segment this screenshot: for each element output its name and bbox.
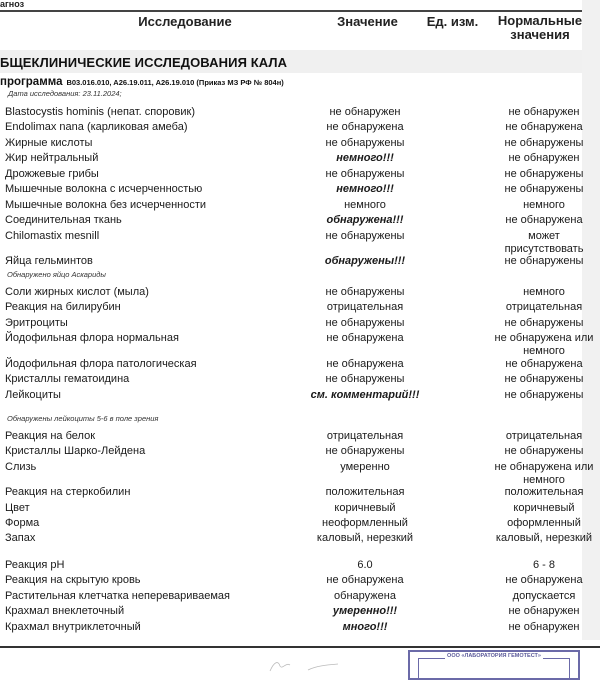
test-name: Форма — [5, 517, 40, 529]
normal-range: оформленный — [507, 517, 581, 529]
test-name: Цвет — [5, 502, 30, 514]
study-date: Дата исследования: 23.11.2024; — [8, 89, 122, 98]
test-value: не обнаружена — [326, 332, 404, 344]
stamp-text — [410, 653, 578, 659]
normal-range: не обнаружены — [504, 445, 584, 457]
normal-range: не обнаружен — [508, 106, 580, 118]
signature — [268, 656, 348, 672]
test-value: не обнаружена — [326, 358, 404, 370]
normal-range: отрицательная — [505, 301, 583, 313]
test-value: обнаружена — [334, 590, 396, 602]
test-value: не обнаружены — [325, 137, 405, 149]
test-name: Йодофильная флора патологическая — [5, 358, 197, 370]
test-name: Кристаллы гематоидина — [5, 373, 130, 385]
normal-range: не обнаружен — [508, 152, 580, 164]
test-name: Реакция на стеркобилин — [5, 486, 131, 498]
normal-range: не обнаружена — [505, 358, 583, 370]
test-name: Chilomastix mesnill — [5, 230, 100, 242]
normal-range: не обнаружены — [504, 183, 584, 195]
program-line — [0, 76, 284, 88]
test-name: Реакция на билирубин — [5, 301, 121, 313]
test-name: Мышечные волокна с исчерченностью — [5, 183, 203, 195]
normal-range: каловый, нерезкий — [495, 532, 593, 544]
diagnosis-label: агноз — [0, 0, 25, 9]
test-name: Растительная клетчатка неперевариваемая — [5, 590, 231, 602]
normal-range: 6 - 8 — [532, 559, 555, 571]
normal-range: не обнаружены — [504, 317, 584, 329]
normal-range: немного — [523, 199, 565, 211]
normal-range: может присутствовать — [504, 230, 584, 255]
test-value: обнаружены!!! — [324, 255, 406, 267]
test-value: не обнаружены — [325, 168, 405, 180]
test-name: Соединительная ткань — [5, 214, 122, 226]
test-value: каловый, нерезкий — [316, 532, 414, 544]
test-name: Крахмал внутриклеточный — [5, 621, 141, 633]
test-value: коричневый — [334, 502, 396, 514]
normal-range: не обнаружен — [508, 621, 580, 633]
test-value: не обнаружены — [325, 286, 405, 298]
test-value: не обнаружен — [329, 106, 401, 118]
footer-divider — [0, 646, 600, 648]
test-value: не обнаружены — [325, 317, 405, 329]
column-header-norm: Нормальные значения — [497, 13, 583, 42]
normal-range: не обнаружены — [504, 389, 584, 401]
test-name: Жирные кислоты — [5, 137, 93, 149]
section-title: БЩЕКЛИНИЧЕСКИЕ ИССЛЕДОВАНИЯ КАЛА — [0, 55, 288, 70]
test-name: Соли жирных кислот (мыла) — [5, 286, 149, 298]
test-name: Йодофильная флора нормальная — [5, 332, 179, 344]
test-value: обнаружена!!! — [326, 214, 404, 226]
normal-range: коричневый — [513, 502, 575, 514]
normal-range: не обнаружена — [505, 574, 583, 586]
test-name: Реакция на скрытую кровь — [5, 574, 141, 586]
stamp-label: ООО «ЛАБОРАТОРИЯ ГЕМОТЕСТ» — [447, 653, 541, 659]
row-comment: Обнаружены лейкоциты 5-6 в поле зрения — [7, 414, 159, 423]
test-value: не обнаружены — [325, 445, 405, 457]
test-value: немного!!! — [336, 152, 394, 164]
test-value: умеренно!!! — [332, 605, 398, 617]
test-value: много!!! — [342, 621, 388, 633]
test-value: отрицательная — [326, 301, 404, 313]
test-name: Эритроциты — [5, 317, 68, 329]
normal-range: не обнаружен — [508, 605, 580, 617]
test-name: Лейкоциты — [5, 389, 61, 401]
test-value: не обнаружены — [325, 373, 405, 385]
test-name: Запах — [5, 532, 36, 544]
header-divider — [0, 10, 582, 12]
test-name: Слизь — [5, 461, 37, 473]
test-value: 6.0 — [357, 559, 373, 571]
test-value: немного!!! — [336, 183, 394, 195]
test-value: немного — [344, 199, 386, 211]
test-value: не обнаружена — [326, 121, 404, 133]
normal-range: допускается — [512, 590, 576, 602]
test-name: Реакция на белок — [5, 430, 96, 442]
test-name: Кристаллы Шарко-Лейдена — [5, 445, 146, 457]
test-value: отрицательная — [326, 430, 404, 442]
stamp-inner-frame — [418, 658, 570, 679]
test-name: Жир нейтральный — [5, 152, 99, 164]
normal-range: не обнаружена — [505, 214, 583, 226]
test-name: Крахмал внеклеточный — [5, 605, 125, 617]
normal-range: не обнаружены — [504, 168, 584, 180]
test-value: положительная — [325, 486, 405, 498]
test-name: Дрожжевые грибы — [5, 168, 99, 180]
normal-range: не обнаружены — [504, 255, 584, 267]
normal-range: положительная — [504, 486, 584, 498]
test-value: умеренно — [340, 461, 390, 473]
program-codes: B03.016.010, A26.19.011, A26.19.010 (Приказ МЗ РФ № 804н) — [66, 78, 284, 87]
program-label: программа — [0, 76, 63, 88]
lab-stamp — [408, 650, 580, 680]
normal-range: не обнаружена или немного — [494, 332, 594, 357]
test-value: не обнаружены — [325, 230, 405, 242]
normal-range: не обнаружена — [505, 121, 583, 133]
normal-range: не обнаружена или немного — [494, 461, 594, 486]
normal-range: немного — [523, 286, 565, 298]
column-header-value: Значение — [337, 14, 398, 29]
normal-range: не обнаружены — [504, 137, 584, 149]
normal-range: не обнаружены — [504, 373, 584, 385]
column-header-test: Исследование — [138, 14, 232, 29]
test-value: не обнаружена — [326, 574, 404, 586]
row-comment: Обнаружено яйцо Аскариды — [7, 270, 106, 279]
test-value: см. комментарий!!! — [310, 389, 420, 401]
column-header-unit: Ед. изм. — [426, 14, 479, 29]
test-name: Мышечные волокна без исчерченности — [5, 199, 207, 211]
normal-range: отрицательная — [505, 430, 583, 442]
test-name: Endolimax nana (карликовая амеба) — [5, 121, 188, 133]
test-name: Яйца гельминтов — [5, 255, 93, 267]
test-value: неоформленный — [322, 517, 408, 529]
test-name: Blastocystis hominis (непат. споровик) — [5, 106, 195, 118]
test-name: Реакция pH — [5, 559, 65, 571]
